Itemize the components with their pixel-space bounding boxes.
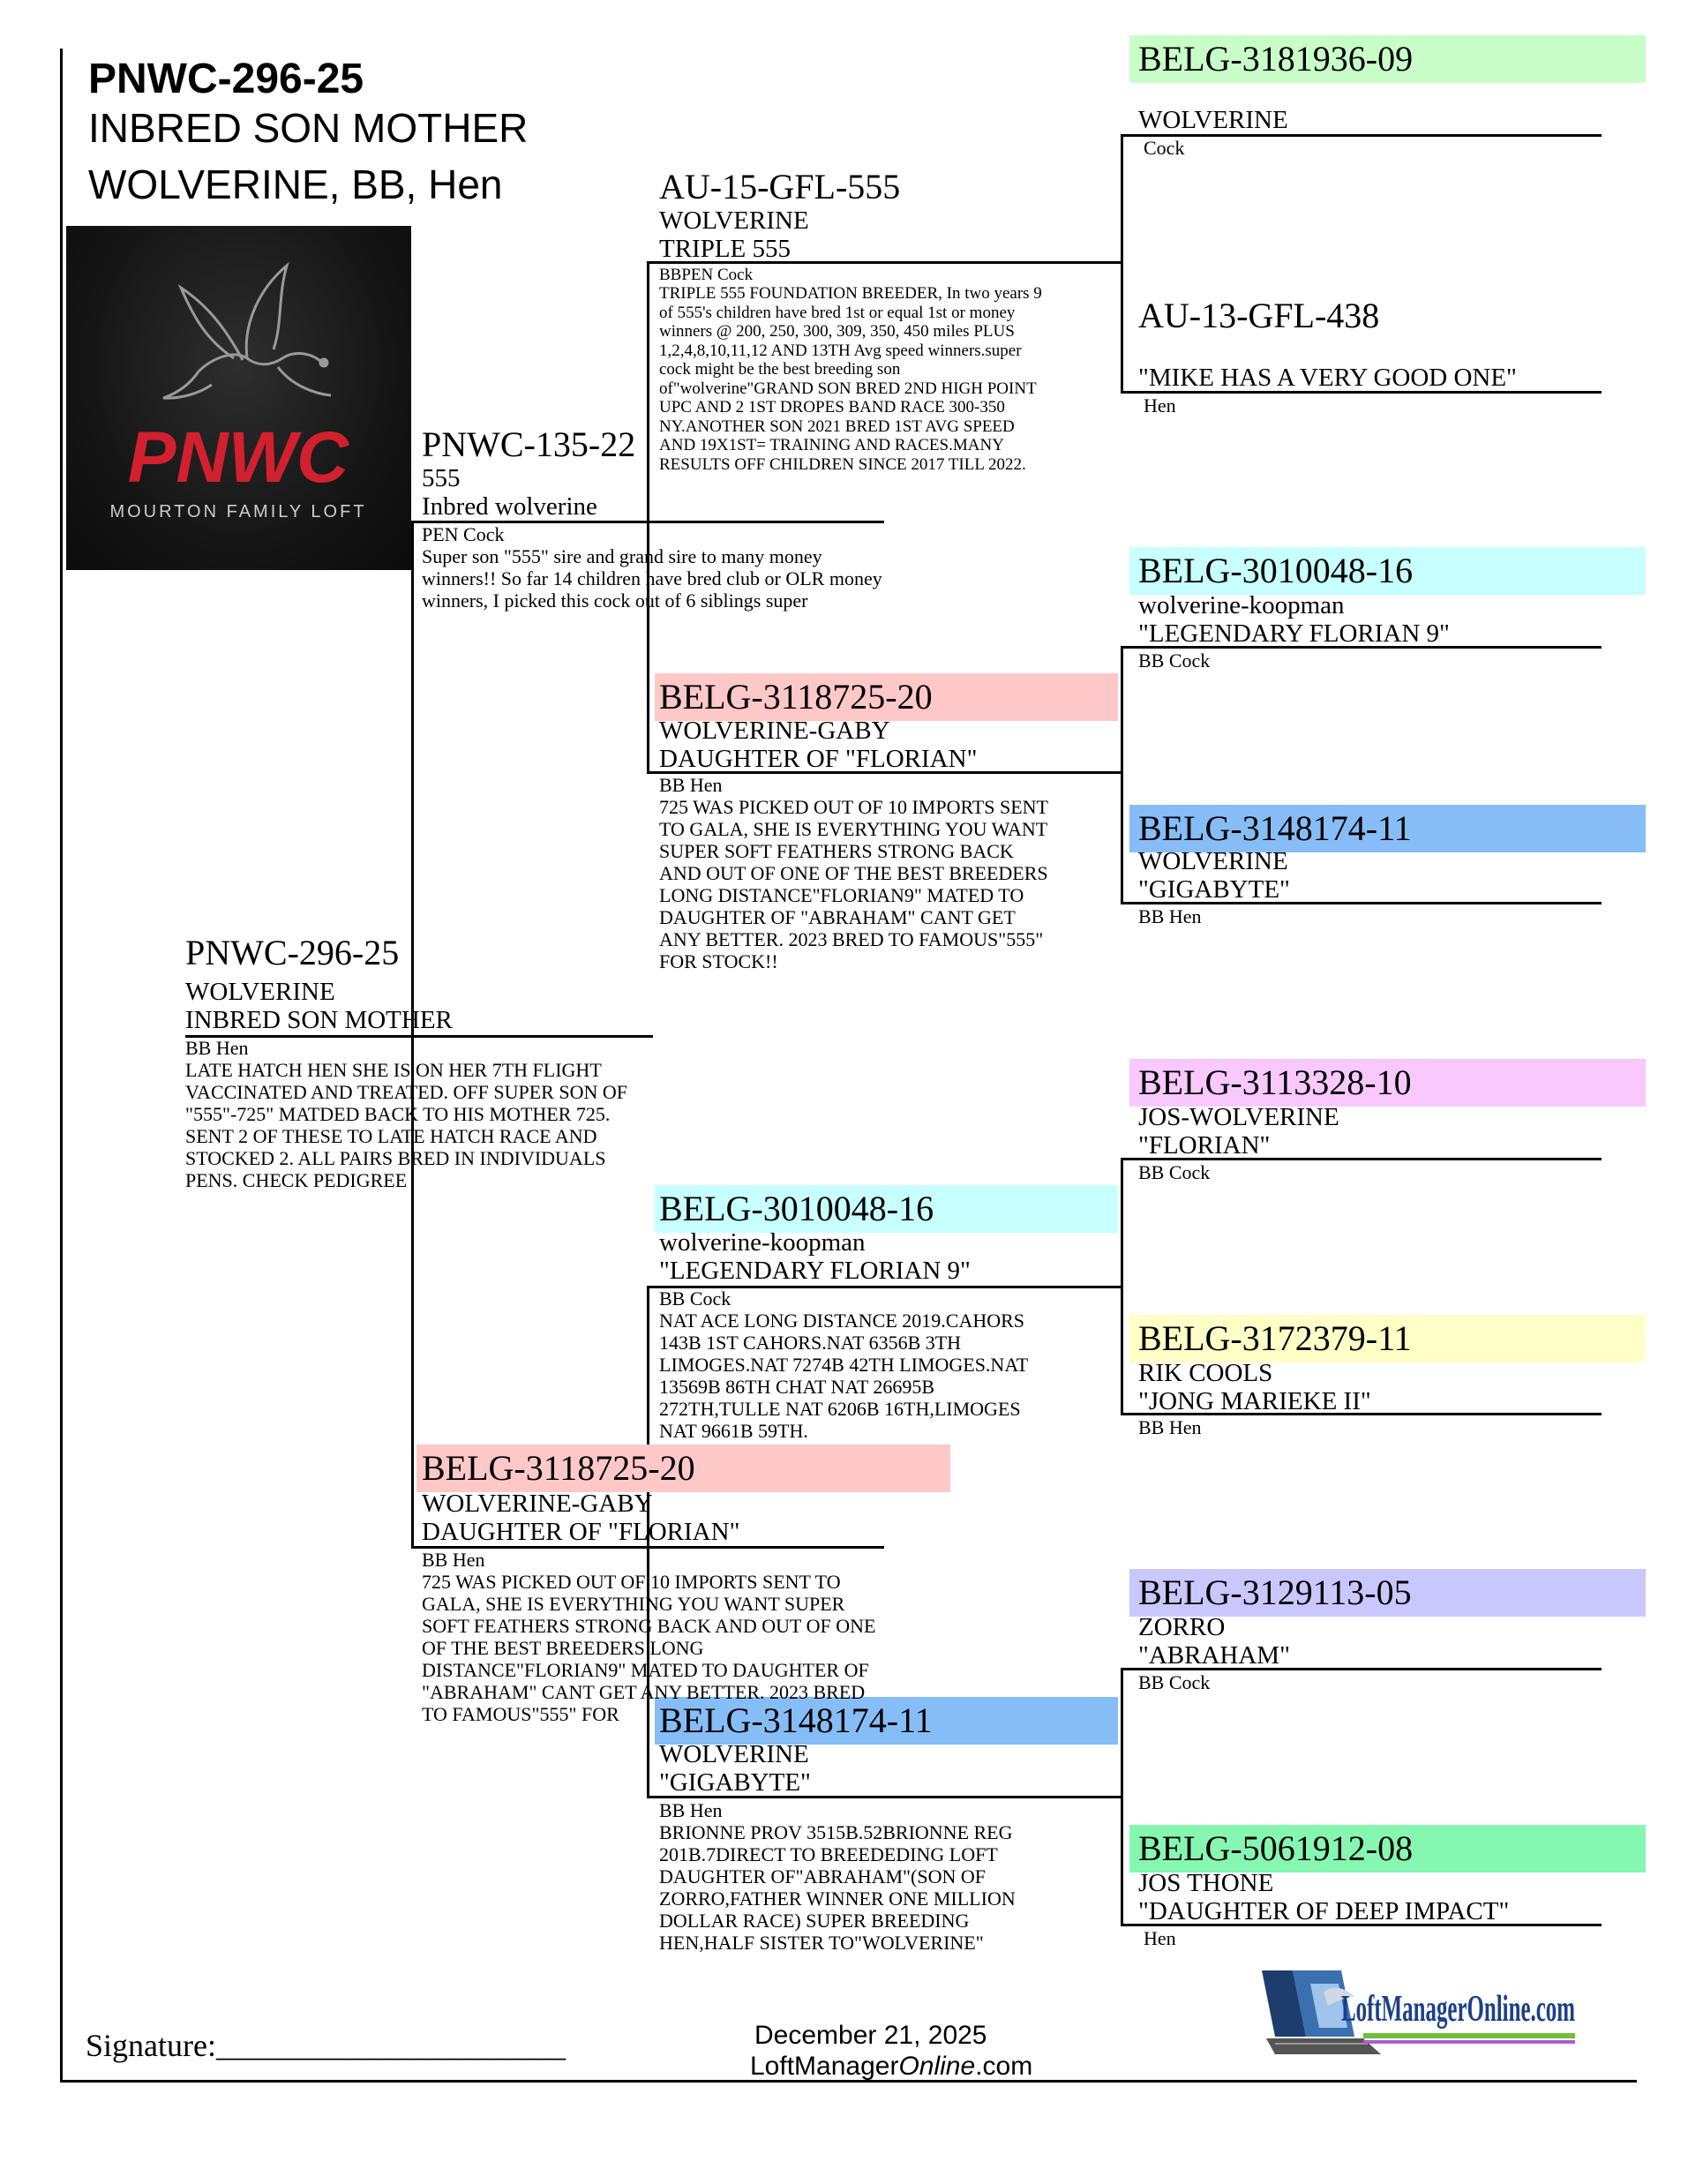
subject-notes: LATE HATCH HEN SHE IS ON HER 7TH FLIGHT VACCINATED AND TREATED. OFF SUPER SON OF "555"-725" MATDED BACK TO HIS MOTHER 725. SENT 2 OF THESE TO LATE HATCH RACE AND STOCKED 2. ALL PAIRS BRED IN INDIVIDUALS PENS. CHECK PEDIGREE [185,1059,627,1191]
header-ring: PNWC-296-25 [88,56,364,102]
dd-color-sex: BB Hen [659,1799,723,1821]
g5-line2: "FLORIAN" [1138,1131,1271,1160]
sd-color-sex: BB Hen [659,774,723,796]
ss-line1: WOLVERINE [659,206,809,235]
sd-line2: DAUGHTER OF "FLORIAN" [659,745,978,773]
g3-id: BELG-3010048-16 [1138,551,1414,590]
g1-id: BELG-3181936-09 [1138,39,1414,79]
sire-line1: 555 [422,464,461,492]
signature-line: Signature:______________________ [86,2028,566,2063]
g3-color-sex: BB Cock [1138,649,1211,672]
g7-line2: "ABRAHAM" [1138,1641,1290,1670]
g7-id: BELG-3129113-05 [1138,1572,1412,1612]
sd-line1: WOLVERINE-GABY [659,717,890,745]
site-italic: Online [898,2052,976,2081]
ds-notes: NAT ACE LONG DISTANCE 2019.CAHORS 143B 1ST CAHORS.NAT 6356B 3TH LIMOGES.NAT 7274B 42TH LIMOGES.NAT 13569B 86TH CHAT NAT 26695B 272TH,TULLE NAT 6206B 16TH,LIMOGES NAT 9661B 59TH. [659,1310,1029,1442]
ds-line1: wolverine-koopman [659,1228,866,1257]
g8-color-sex: Hen [1144,1927,1176,1949]
site-suffix: .com [975,2052,1033,2081]
dam-id: BELG-3118725-20 [422,1448,695,1488]
dd-line2: "GIGABYTE" [659,1768,811,1797]
g1-line [1121,134,1602,137]
g6-line1: RIK COOLS [1138,1359,1273,1387]
dd-notes: BRIONNE PROV 3515B.52BRIONNE REG 201B.7DIRECT TO BREEDEDING LOFT DAUGHTER OF"ABRAHAM"(SON OF ZORRO,FATHER WINNER ONE MILLION DOLLAR RACE) SUPER BREEDING HEN,HALF SISTER TO"WOLVERINE" [659,1821,1016,1954]
sire-connector [647,261,649,773]
g6-line2: "JONG MARIEKE II" [1138,1387,1371,1415]
ds-line2: "LEGENDARY FLORIAN 9" [659,1257,971,1285]
g2-line2: "MIKE HAS A VERY GOOD ONE" [1138,364,1517,392]
dam-notes: 725 WAS PICKED OUT OF 10 IMPORTS SENT TO GALA, SHE IS EVERYTHING YOU WANT SUPER SOFT FEATHERS STRONG BACK AND OUT OF ONE OF THE BEST BREEDERS LONG DISTANCE"FLORIAN9" MATED TO DAUGHTER OF "ABRAHAM" CANT GET ANY BETTER. 2023 BRED TO FAMOUS"555" FOR [422,1571,876,1725]
g3-line1: wolverine-koopman [1138,591,1345,619]
sd-id: BELG-3118725-20 [659,677,933,717]
header-name: INBRED SON MOTHER [88,105,529,151]
g4-line1: WOLVERINE [1138,847,1288,875]
logo-brand: PNWC [127,417,349,498]
g1-color-sex: Cock [1144,137,1185,159]
sire-line2: Inbred wolverine [422,492,597,521]
dam-color-sex: BB Hen [422,1549,485,1571]
gen1-connector [411,521,414,1549]
g6-color-sex: BB Hen [1138,1416,1202,1438]
ds-id: BELG-3010048-16 [659,1189,934,1228]
dam-line2: DAUGHTER OF "FLORIAN" [422,1518,740,1546]
dam-line1: WOLVERINE-GABY [422,1490,653,1518]
g2-color-sex: Hen [1144,394,1176,417]
g5-line1: JOS-WOLVERINE [1138,1103,1339,1131]
sire-id: PNWC-135-22 [422,424,636,464]
lmo-text: LoftManagerOnline.com [1341,1989,1576,2030]
g2-id: AU-13-GFL-438 [1138,296,1380,335]
sire-color-sex: PEN Cock [422,523,505,545]
g3-line2: "LEGENDARY FLORIAN 9" [1138,619,1450,648]
g7-line1: ZORRO [1138,1613,1226,1641]
subject-id: PNWC-296-25 [185,933,400,972]
ss-line2: TRIPLE 555 [659,235,791,263]
logo-subtitle: MOURTON FAMILY LOFT [109,502,367,522]
dove-icon [66,226,411,570]
footer-site [750,2052,1032,2082]
g4-color-sex: BB Hen [1138,905,1202,927]
g8-line2: "DAUGHTER OF DEEP IMPACT" [1138,1897,1510,1925]
site-prefix: LoftManager [750,2052,899,2081]
subject-line1: WOLVERINE [185,978,335,1006]
g8-line1: JOS THONE [1138,1869,1274,1897]
ds-color-sex: BB Cock [659,1287,731,1310]
sd-notes: 725 WAS PICKED OUT OF 10 IMPORTS SENT TO GALA, SHE IS EVERYTHING YOU WANT SUPER SOFT FEATHERS STRONG BACK AND OUT OF ONE OF THE BEST BREEDERS LONG DISTANCE"FLORIAN9" MATED TO DAUGHTER OF "ABRAHAM" CANT GET ANY BETTER. 2023 BRED TO FAMOUS"555" FOR STOCK!! [659,796,1048,972]
g1-line1: WOLVERINE [1138,106,1288,134]
g6-id: BELG-3172379-11 [1138,1318,1412,1358]
dd-line1: WOLVERINE [659,1740,809,1768]
sire-notes: Super son "555" sire and grand sire to many money winners!! So far 14 children have bred club or OLR money winners, I picked this cock out of 6 siblings super [422,545,882,612]
g7-color-sex: BB Cock [1138,1671,1211,1693]
header-details: WOLVERINE, BB, Hen [88,161,503,207]
dd-id: BELG-3148174-11 [659,1700,933,1740]
loft-logo [66,226,411,570]
ss-color-sex: BBPEN Cock [659,266,754,284]
g8-id: BELG-5061912-08 [1138,1828,1414,1868]
left-border [60,49,63,2083]
g4-line2: "GIGABYTE" [1138,875,1290,904]
subject-line [185,1035,653,1038]
subject-line2: INBRED SON MOTHER [185,1006,453,1034]
ss-id: AU-15-GFL-555 [659,167,901,206]
ss-notes: TRIPLE 555 FOUNDATION BREEDER, In two years 9 of 555's children have bred 1st or equal 1st or money winners @ 200, 250, 300, 309, 350, 450 miles PLUS 1,2,4,8,10,11,12 AND 13TH Avg speed winners.super cock might be the best breeding son of"wolverine"GRAND SON BRED 2ND HIGH POINT UPC AND 2 1ST DROPES BAND RACE 300-350 NY.ANOTHER SON 2021 BRED 1ST AVG SPEED AND 19X1ST= TRAINING AND RACES.MANY RESULTS OFF CHILDREN SINCE 2017 TILL 2022. [659,284,1042,474]
print-date: December 21, 2025 [754,2021,987,2050]
subject-color-sex: BB Hen [185,1037,249,1059]
g5-id: BELG-3113328-10 [1138,1062,1412,1102]
loftmanager-logo [1257,1966,1584,2063]
g4-id: BELG-3148174-11 [1138,808,1412,848]
g5-color-sex: BB Cock [1138,1161,1211,1183]
